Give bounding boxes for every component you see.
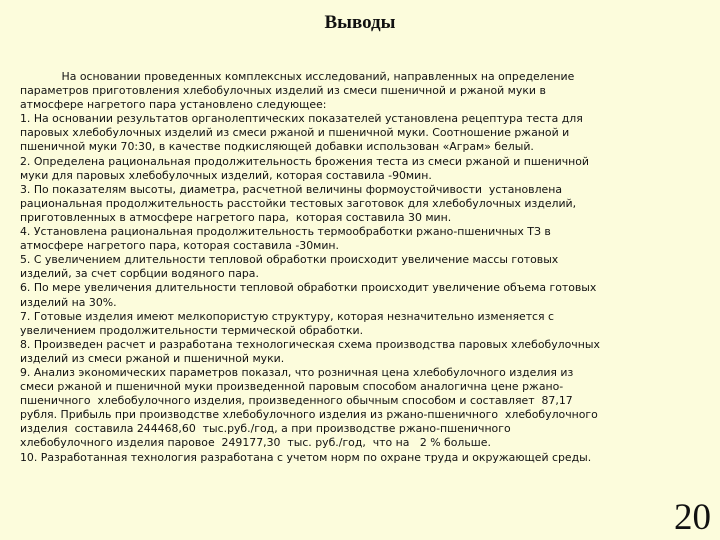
- text-line: параметров приготовления хлебобулочных изделий из смеси пшеничной и ржаной муки в: [20, 84, 546, 98]
- text-line: рубля. Прибыль при производстве хлебобулочного изделия из ржано-пшеничного хлебобулочного: [20, 408, 598, 422]
- text-line: увеличением продолжительности термической обработки.: [20, 323, 364, 337]
- text-line: пшеничной муки 70:30, в качестве подкисляющей добавки использован «Аграм» белый.: [20, 140, 534, 154]
- slide-title: Выводы: [324, 12, 396, 33]
- text-line: рациональная продолжительность расстойки тестовых заготовок для хлебобулочных изделий,: [20, 196, 577, 210]
- text-line: 1. На основании результатов органолептических показателей установлена рецептура теста для: [20, 112, 583, 126]
- text-line: 10. Разработанная технология разработана с учетом норм по охране труда и окружающей среды.: [20, 450, 592, 464]
- text-line: хлебобулочного изделия паровое 249177,30 тыс. руб./год, что на 2 % больше.: [20, 436, 491, 450]
- text-line: муки для паровых хлебобулочных изделий, которая составила -90мин.: [20, 168, 432, 182]
- text-line: изделия составила 244468,60 тыс.руб./год, а при производстве ржано-пшеничного: [20, 422, 511, 436]
- text-line: На основании проведенных комплексных исследований, направленных на определение: [20, 70, 575, 83]
- text-line: 4. Установлена рациональная продолжительность термообработки ржано-пшеничных ТЗ в: [20, 225, 551, 239]
- text-line: 5. С увеличением длительности тепловой обработки происходит увеличение массы готовых: [20, 253, 559, 267]
- text-line: изделий, за счет сорбции водяного пара.: [20, 267, 259, 281]
- text-line: паровых хлебобулочных изделий из смеси ржаной и пшеничной муки. Соотношение ржаной и: [20, 126, 570, 140]
- text-line: изделий из смеси ржаной и пшеничной муки.: [20, 351, 285, 365]
- text-line: пшеничного хлебобулочного изделия, произведенного обычным способом и составляет 87,17: [20, 394, 573, 408]
- text-line: 6. По мере увеличения длительности тепловой обработки происходит увеличение объема готовых: [20, 281, 597, 295]
- text-line: смеси ржаной и пшеничной муки произведенной паровым способом аналогична цене ржано-: [20, 380, 564, 394]
- text-line: приготовленных в атмосфере нагретого пара, которая составила 30 мин.: [20, 210, 452, 224]
- page-number: 20: [674, 497, 711, 538]
- text-line: атмосфере нагретого пара, которая составила -30мин.: [20, 239, 340, 253]
- text-line: 2. Определена рациональная продолжительность брожения теста из смеси ржаной и пшеничной: [20, 154, 590, 168]
- text-line: атмосфере нагретого пара установлено следующее:: [20, 98, 327, 112]
- text-line: 8. Произведен расчет и разработана технологическая схема производства паровых хлебобулочных: [20, 337, 600, 351]
- text-line: 9. Анализ экономических параметров показал, что розничная цена хлебобулочного изделия из: [20, 365, 574, 379]
- text-line: 3. По показателям высоты, диаметра, расчетной величины формоустойчивости установлена: [20, 182, 563, 196]
- text-line: 7. Готовые изделия имеют мелкопористую структуру, которая незначительно изменяется с: [20, 309, 555, 323]
- conclusions-text: [20, 70, 710, 465]
- text-line: изделий на 30%.: [20, 295, 117, 309]
